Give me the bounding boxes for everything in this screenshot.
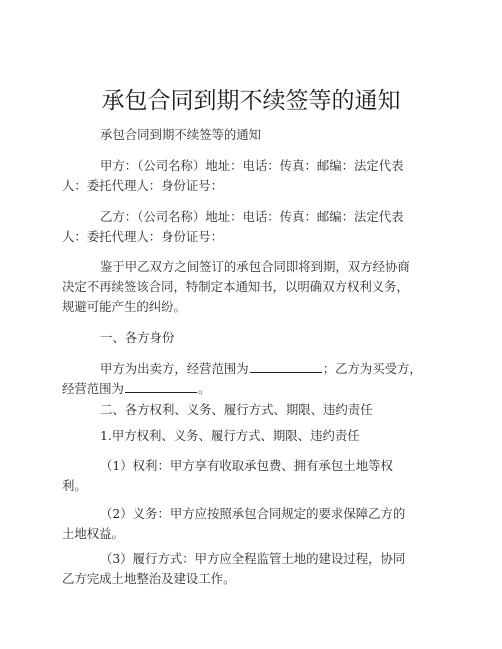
section-1-line-1-text-b: ；乙方为买受方， <box>322 361 422 376</box>
section-1-line-1-text-a: 甲方为出卖方，经营范围为 <box>100 361 249 376</box>
blank-underline <box>125 379 197 393</box>
blank-underline <box>250 359 322 373</box>
party-a-line-1: 甲方：（公司名称）地址：电话：传真：邮编：法定代表 <box>100 158 404 173</box>
preamble-line-1: 鉴于甲乙双方之间签订的承包合同即将到期，双方经协商 <box>100 259 410 274</box>
party-b-line-1: 乙方：（公司名称）地址：电话：传真：邮编：法定代表 <box>100 209 404 224</box>
document-title: 承包合同到期不续签等的通知 <box>101 88 401 114</box>
party-b-line-2: 人：委托代理人：身份证号： <box>62 229 224 244</box>
item-1-line-2: 利。 <box>62 478 87 493</box>
section-2-heading: 二、各方权利、义务、履行方式、期限、违约责任 <box>100 402 373 417</box>
section-2-sub-1: 1.甲方权利、义务、履行方式、期限、违约责任 <box>100 428 360 443</box>
section-1-line-1 <box>100 359 478 379</box>
party-a-line-2: 人：委托代理人：身份证号： <box>62 178 224 193</box>
item-2-line-2: 土地权益。 <box>62 526 124 541</box>
preamble-line-3: 规避可能产生的纠纷。 <box>62 299 186 314</box>
section-1-line-2 <box>62 379 440 399</box>
item-2-line-1: （2）义务：甲方应按照承包合同规定的要求保障乙方的 <box>100 506 406 521</box>
section-1-line-2-text-b: 。 <box>197 381 211 396</box>
preamble-line-2: 决定不再续签该合同，特制定本通知书，以明确双方权利义务， <box>62 279 409 294</box>
item-1-line-1: （1）权利：甲方享有收取承包费、拥有承包土地等权 <box>100 458 393 473</box>
section-1-heading: 一、各方身份 <box>100 330 175 345</box>
item-3-line-2: 乙方完成土地整治及建设工作。 <box>62 571 236 586</box>
subtitle: 承包合同到期不续签等的通知 <box>100 127 262 142</box>
item-3-line-1: （3）履行方式：甲方应全程监管土地的建设过程，协同 <box>100 551 406 566</box>
section-1-line-2-text-a: 经营范围为 <box>62 381 124 396</box>
